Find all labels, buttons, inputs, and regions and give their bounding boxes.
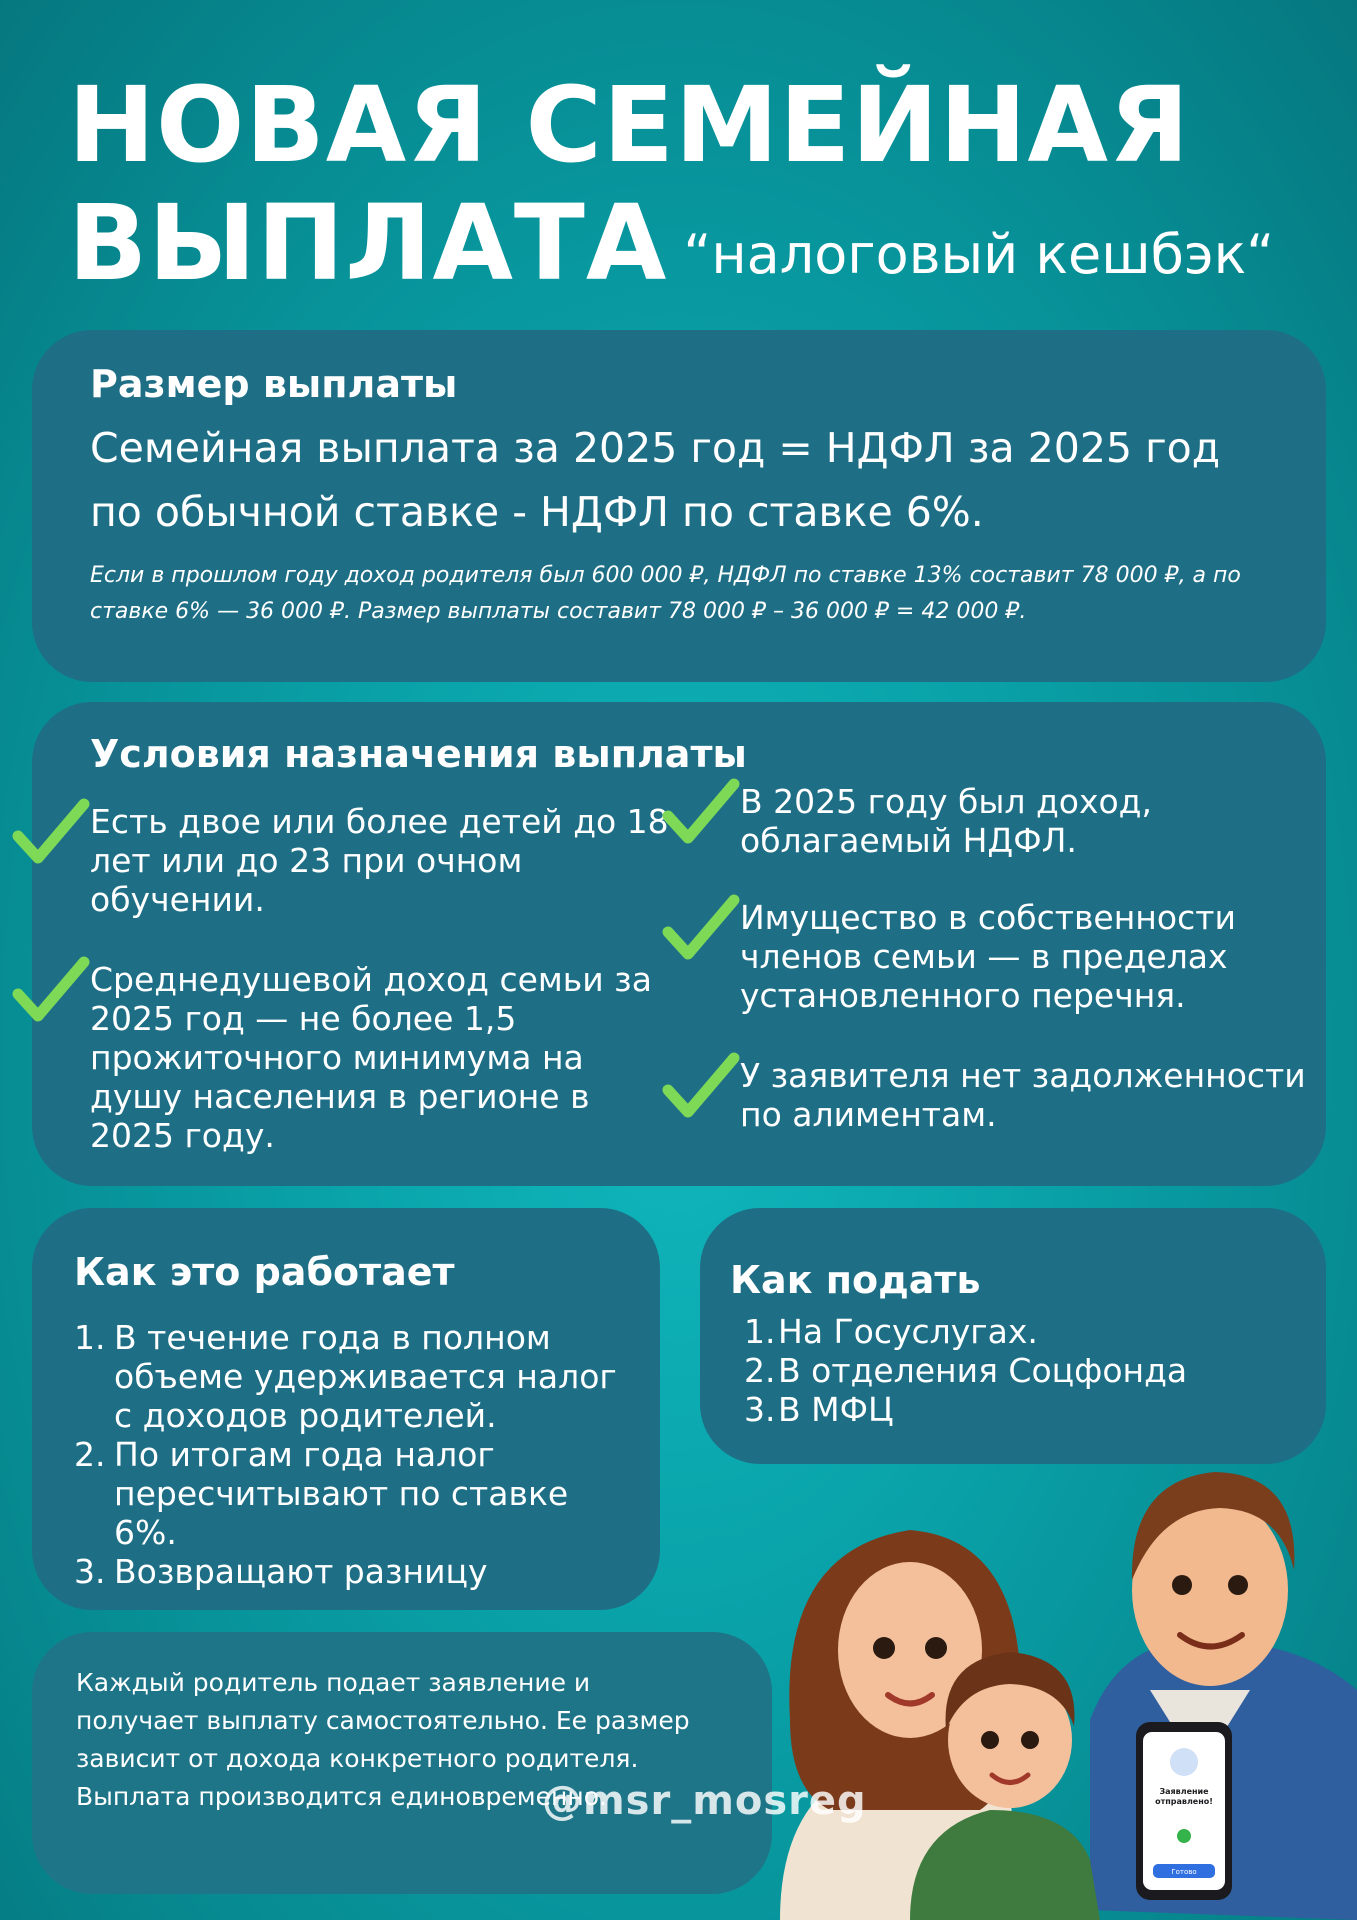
how-it-works-title: Как это работает	[74, 1250, 455, 1294]
step-number: 3.	[74, 1552, 106, 1591]
list-item	[744, 1351, 1296, 1390]
title-line-2-text: ВЫПЛАТА	[68, 182, 668, 304]
title-line-1: НОВАЯ СЕМЕЙНАЯ	[68, 64, 1191, 186]
condition-item-income	[12, 960, 682, 1155]
condition-item-property	[662, 898, 1282, 1015]
phone-button: Готово	[1171, 1868, 1197, 1876]
family-illustration	[760, 1390, 1357, 1920]
list-item	[74, 1552, 618, 1591]
condition-item-alimony	[662, 1056, 1312, 1134]
checkmark-icon	[662, 1050, 740, 1122]
list-item	[74, 1435, 618, 1552]
condition-text: Имущество в собственности членов семьи — в пределах установленного перечня.	[740, 898, 1236, 1015]
social-handle: @msr_mosreg	[542, 1778, 867, 1824]
payment-size-card	[32, 330, 1326, 682]
checkmark-icon	[662, 776, 740, 848]
checkmark-icon	[662, 892, 740, 964]
condition-text: Среднедушевой доход семьи за 2025 год — не более 1,5 прожиточного минимума на душу населения в регионе в 2025 году.	[90, 960, 652, 1155]
condition-text: Есть двое или более детей до 18 лет или до 23 при очном обучении.	[90, 802, 669, 919]
note-card	[32, 1632, 772, 1894]
step-text: В течение года в полном объеме удерживается налог с доходов родителей.	[114, 1318, 617, 1435]
condition-text: В 2025 году был доход, облагаемый НДФЛ.	[740, 782, 1152, 860]
step-text: По итогам года налог пересчитывают по ставке 6%.	[114, 1435, 569, 1552]
phone-icon	[1136, 1722, 1232, 1900]
title-line-2	[68, 184, 1274, 314]
page-title	[68, 66, 1274, 314]
how-it-works-list	[74, 1318, 618, 1591]
condition-item-ndfl	[662, 782, 1262, 860]
how-it-works-card	[32, 1208, 660, 1610]
payment-size-title: Размер выплаты	[90, 362, 458, 406]
step-number: 1.	[744, 1312, 776, 1351]
step-number: 2.	[74, 1435, 106, 1474]
checkmark-icon	[12, 796, 90, 868]
step-text: В отделения Соцфонда	[778, 1351, 1188, 1390]
step-text: В МФЦ	[778, 1390, 894, 1429]
step-text: Возвращают разницу	[114, 1552, 488, 1591]
step-number: 3.	[744, 1390, 776, 1429]
payment-example: Если в прошлом году доход родителя был 600 000 ₽, НДФЛ по ставке 13% составит 78 000 ₽, а по ставке 6% — 36 000 ₽. Размер выплаты составит 78 000 ₽ – 36 000 ₽ = 42 000 ₽.	[90, 563, 1241, 624]
conditions-card	[32, 702, 1326, 1186]
conditions-title: Условия назначения выплаты	[90, 732, 747, 776]
svg-text:отправлено!: отправлено!	[1155, 1797, 1213, 1806]
step-number: 2.	[744, 1351, 776, 1390]
payment-formula: Семейная выплата за 2025 год = НДФЛ за 2025 год по обычной ставке - НДФЛ по ставке 6%.	[90, 424, 1221, 536]
list-item	[744, 1312, 1296, 1351]
note-text: Каждый родитель подает заявление и получает выплату самостоятельно. Ее размер зависит от дохода конкретного родителя. Выплата производится единовременно.	[76, 1668, 690, 1811]
title-subtitle: “налоговый кешбэк“	[683, 223, 1275, 286]
how-to-submit-title: Как подать	[730, 1258, 981, 1302]
step-text: На Госуслугах.	[778, 1312, 1038, 1351]
condition-item-children	[12, 802, 672, 919]
list-item	[74, 1318, 618, 1435]
phone-heading: Заявление	[1159, 1787, 1209, 1796]
condition-text: У заявителя нет задолженности по алиментам.	[740, 1056, 1306, 1134]
checkmark-icon	[12, 954, 90, 1026]
step-number: 1.	[74, 1318, 106, 1357]
